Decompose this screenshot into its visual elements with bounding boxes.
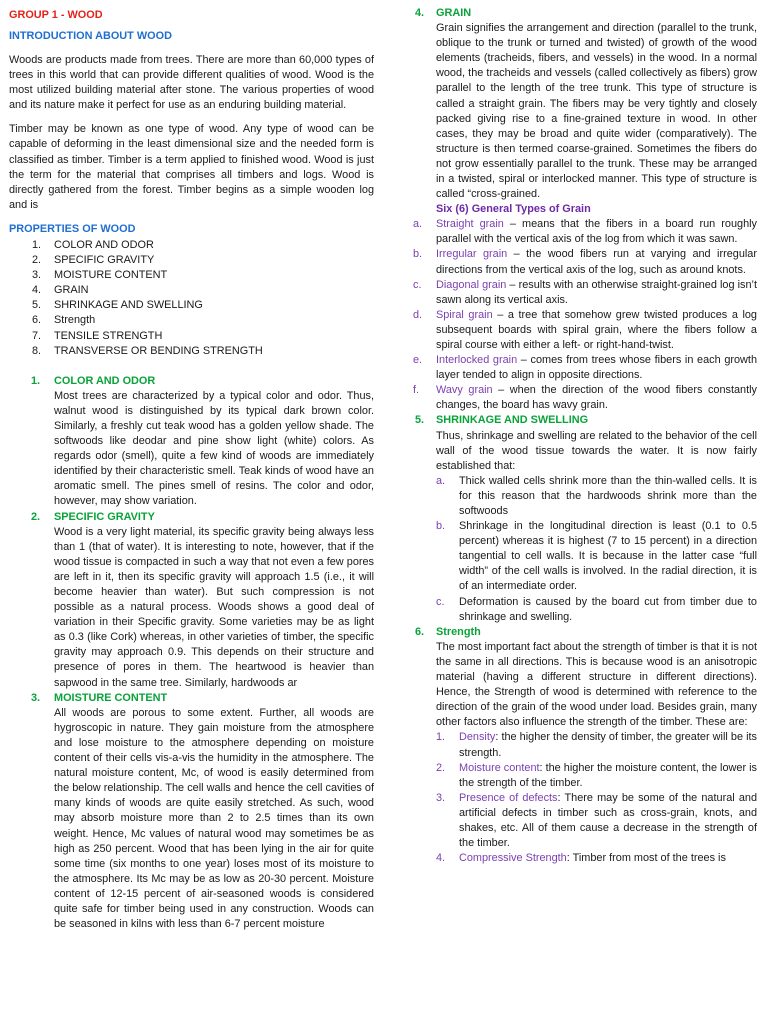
section-shrinkage-text: Thus, shrinkage and swelling are related to the behavior of the cell wall of the wood tissue towards the water. It is now fairly established that: xyxy=(436,429,757,472)
section-moisture-content-heading: 3. MOISTURE CONTENT xyxy=(31,691,168,704)
list-item: c. Diagonal grain – results with an otherwise straight-grained log isn’t sawn along its vertical axis. xyxy=(413,278,757,306)
list-item: 5. SHRINKAGE AND SWELLING xyxy=(32,299,203,312)
list-item: c. Deformation is caused by the board cut from timber due to shrinkage and swelling. xyxy=(436,595,757,623)
intro-paragraph-2: Timber may be known as one type of wood. Any type of wood can be capable of deforming in the least dimensional size and the needed form is classified as timber. Timber is a term applied to finished wood. Wood is just the term for the material that comprises all timbers and logs. Wood is directly gathered from the forest. Timber begins as a simple wooden log and is xyxy=(9,123,374,211)
list-item: 4. Compressive Strength: Timber from most of the trees is xyxy=(436,852,726,865)
section-specific-gravity-heading: 2. SPECIFIC GRAVITY xyxy=(31,510,155,523)
section-moisture-content-text: All woods are porous to some extent. Further, all woods are hygroscopic in nature. They gain moisture from the atmosphere and lose moisture to the atmosphere depending on moisture content of their cells vis-a-vis the humidity in the atmosphere. The natural moisture content, Mc, of wood is easily determined from the below relationship. The cell walls and hence the cell cavities of many kinds of woods are quite easily stretched. As such, wood may absorb moisture more than 2 to 2.5 times than its own weight. Hence, Mc values of natural wood may sometimes be as high as 250 percent. Wood that has been lying in the air for quite some time (six months to one year) loses most of its moisture to the atmosphere. Its Mc may be as low as 20-30 percent. Moisture content of 12-15 percent of air-seasoned woods is considered quite safe for timber being used in any construction. Woods can be seasoned in kilns with less than 6-7 percent moisture xyxy=(54,706,374,931)
intro-paragraph-1: Woods are products made from trees. There are more than 60,000 types of trees in this world that can provide different qualities of wood. Wood is the most utilized building material after stone. The various properties of wood and its nature make it perfect for use as an enduring building material. xyxy=(9,54,374,112)
list-item: 4. GRAIN xyxy=(32,284,89,297)
intro-heading: INTRODUCTION ABOUT WOOD xyxy=(9,30,172,42)
list-item: f. Wavy grain – when the direction of the wood fibers constantly changes, the board has wavy grain. xyxy=(413,384,757,412)
list-item: 6. Strength xyxy=(32,314,96,327)
list-item: 8. TRANSVERSE OR BENDING STRENGTH xyxy=(32,344,263,357)
right-column xyxy=(413,6,757,866)
group-title: GROUP 1 - WOOD xyxy=(9,9,103,21)
list-item: 1. Density: the higher the density of timber, the greater will be its strength. xyxy=(436,731,757,759)
section-color-odor-heading: 1. COLOR AND ODOR xyxy=(31,374,156,387)
section-specific-gravity-text: Wood is a very light material, its specific gravity being always less than 1 (that of water). It is interesting to note, however, that if the wood tissue is compacted in such a way that not even a few pores are left in it, then its specific gravity will approach 1.5 (i.e., it will become heavier than water). But such compression is not possible as a natural process. Woods shows a good deal of variation in their Specific gravity. Some varieties may be as light as 0.3 (like Cork) whereas, in other varieties of timber, the specific gravity may approach 0.9. This depends on their structure and presence of pores in them. The heartwood is heavier than sapwood in the same tree. Similarly, hardwoods ar xyxy=(54,525,374,689)
list-item: 3. MOISTURE CONTENT xyxy=(32,269,168,282)
list-item: 7. TENSILE STRENGTH xyxy=(32,329,163,342)
list-item: 2. Moisture content: the higher the moisture content, the lower is the strength of the timber. xyxy=(436,761,757,789)
list-item: b. Shrinkage in the longitudinal direction is least (0.1 to 0.5 percent) whereas it is highest (7 to 15 percent) in a direction tangential to cell walls. It is because in the latter case “full width” of the cell walls is involved. In the radial direction, it is of an intermediate order. xyxy=(436,520,757,593)
properties-list xyxy=(9,238,374,359)
list-item: 1. COLOR AND ODOR xyxy=(32,238,154,251)
list-item: 3. Presence of defects: There may be some of the natural and artificial defects in timber such as cross-grain, knots, and shakes, etc. All of them cause a decrease in the strength of the timber. xyxy=(436,791,757,850)
properties-heading: PROPERTIES OF WOOD xyxy=(9,222,136,235)
section-grain-heading: 4. GRAIN xyxy=(415,7,472,19)
section-strength-text: The most important fact about the strength of timber is that it is not the same in all directions. This is because wood is an anisotropic material (having a different structure in different directions). Hence, the Strength of wood is determined with reference to the direction of the grain of the wood under load. Besides grain, many other factors also influence the strength of the timber. These are: xyxy=(436,640,757,729)
section-grain-text: Grain signifies the arrangement and direction (parallel to the trunk, oblique to the trunk or turned and twisted) of growth of the wood elements (tracheids, fibers, and vessels) in the wood. In a normal wood, the tracheids and vessels (called collectively as fibers) grow parallel to the length of the tree trunk. This type of structure is called a straight grain. The fibers may be very tightly and closely packed giving rise to a fine-grained texture in wood. In other cases, they may be broad and quite wider (comparatively). The structure is then termed coarse-grained. Sometimes the fibers do not grow essentially parallel to the trunk. These may be arranged in a twisted, spiral or interlocked manner. This type of structure is called “cross-grained. xyxy=(436,22,757,201)
list-item: 2. SPECIFIC GRAVITY xyxy=(32,254,155,267)
list-item: b. Irregular grain – the wood fibers run at varying and irregular directions from the vertical axis of the log, such as around knots. xyxy=(413,248,757,276)
list-item: d. Spiral grain – a tree that somehow grew twisted produces a log subsequent boards with spiral grain, where the fibers follow a spiral course with either a left- or right-hand-twist. xyxy=(413,308,757,351)
section-color-odor-text: Most trees are characterized by a typical color and odor. Thus, walnut wood is distinguished by its typical dark brown color. Similarly, a freshly cut teak wood has a golden yellow shade. The softwoods like deodar and pine show light (white) colors. As regards odor (smell), quite a few kind of woods are immediately identified by their characteristic smell. Teak kinds of wood have an aromatic smell. The pines smell of resins. The color and odor, however, may show variation. xyxy=(54,389,374,508)
grain-types-heading: Six (6) General Types of Grain xyxy=(436,203,591,216)
left-column xyxy=(9,6,374,932)
list-item: a. Straight grain – means that the fibers in a board run roughly parallel with the vertical axis of the log from which it was sawn. xyxy=(413,218,757,246)
section-shrinkage-heading: 5. SHRINKAGE AND SWELLING xyxy=(415,414,589,427)
list-item: a. Thick walled cells shrink more than the thin-walled cells. It is for this reason that the hardwoods shrink more than the softwoods xyxy=(436,474,757,517)
list-item: e. Interlocked grain – comes from trees whose fibers in each growth layer tended to align in opposite directions. xyxy=(413,354,758,382)
section-strength-heading: 6. Strength xyxy=(415,625,481,638)
